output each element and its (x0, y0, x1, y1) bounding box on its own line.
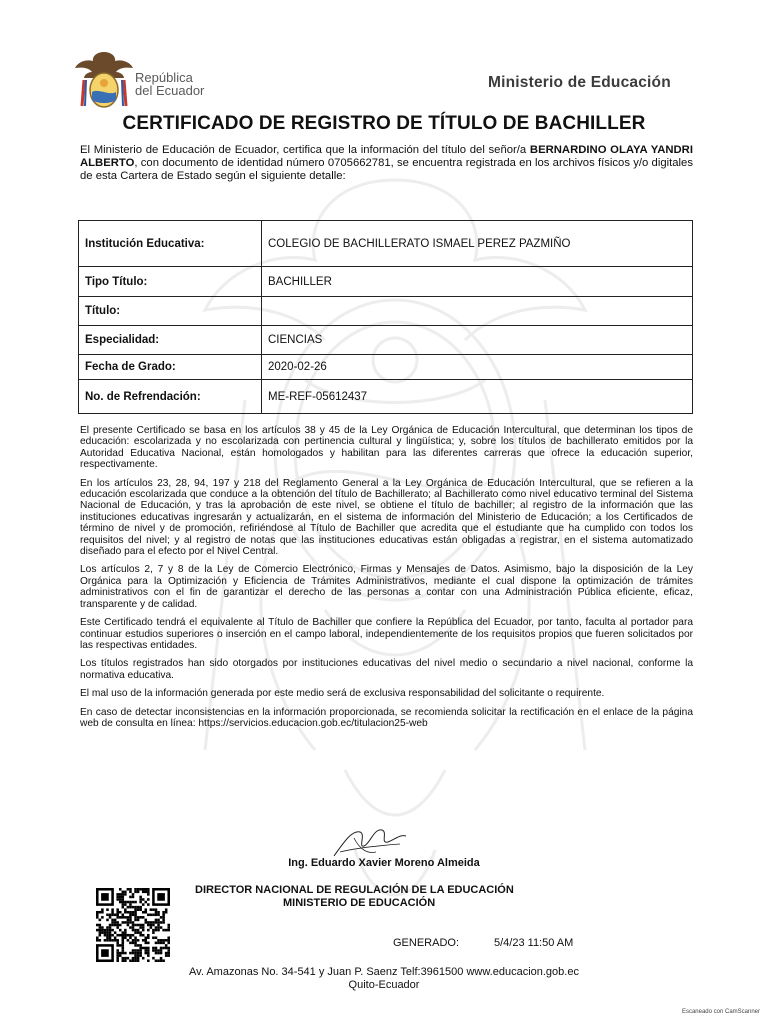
legal-paragraph: Este Certificado tendrá el equivalente al Título de Bachiller que confiere la República del Ecuador, por tanto, faculta al portador para continuar estudios superiores o inserción en el campo laboral, independientemente de los requisitos propios que fueren solicitados por las respectivas entidades. (80, 617, 693, 651)
detail-label: Institución Educativa: (79, 221, 262, 267)
legal-paragraph: En caso de detectar inconsistencias en la información proporcionada, se recomienda solicitar la rectificación en el enlace de la página web de consulta en línea: https://servicios.educacion.gob.ec/titulacion25-web (80, 706, 693, 729)
signer-institution: MINISTERIO DE EDUCACIÓN (283, 897, 436, 909)
intro-text-2: , con documento de identidad número (134, 157, 328, 169)
table-row (79, 297, 693, 326)
detail-label: Título: (79, 297, 262, 326)
table-row (79, 380, 693, 414)
detail-label: Fecha de Grado: (79, 355, 262, 380)
table-row (79, 326, 693, 355)
table-row (79, 355, 693, 380)
ecuador-coat-of-arms-logo (74, 48, 134, 110)
generated-label: GENERADO: (393, 937, 460, 949)
qr-code (96, 888, 170, 962)
intro-text-3: , se encuentra registrada en los archivos físicos y/o digitales de esta Cartera de Estado según el siguiente detalle: (80, 157, 693, 182)
detail-value: CIENCIAS (262, 326, 693, 355)
brand-line-1: República (135, 70, 193, 85)
ministry-name: Ministerio de Educación (488, 74, 671, 91)
id-number: 0705662781 (327, 157, 391, 169)
legal-paragraph: Los artículos 2, 7 y 8 de la Ley de Comercio Electrónico, Firmas y Mensajes de Datos. Asimismo, bajo la disposición de la Ley Orgánica para la Optimización y Eficiencia de Trámites Administrativos, mediante el cual dispone la optimización de trámites administrativos con el fin de garantizar el derecho de las personas a contar con una Administración Pública eficiente, eficaz, transparente y de calidad. (80, 564, 693, 610)
signer-name: Ing. Eduardo Xavier Moreno Almeida (288, 857, 480, 869)
detail-label: Tipo Título: (79, 267, 262, 297)
detail-label: Especialidad: (79, 326, 262, 355)
legal-paragraph: Los títulos registrados han sido otorgados por instituciones educativas del nivel medio o secundario a nivel nacional, conforme la normativa educativa. (80, 658, 693, 681)
detail-value: COLEGIO DE BACHILLERATO ISMAEL PEREZ PAZMIÑO (262, 221, 693, 267)
legal-paragraphs (80, 425, 693, 736)
scanner-watermark: Escaneado con CamScanner (681, 1009, 760, 1015)
table-row (79, 267, 693, 297)
generated-date: 5/4/23 11:50 AM (494, 937, 574, 949)
legal-paragraph: En los artículos 23, 28, 94, 197 y 218 del Reglamento General a la Ley Orgánica de Educación Intercultural, que se refieren a la educación escolarizada que conduce a la obtención del título de Bachillerato; al Bachillerato como nivel educativo terminal del Sistema Nacional de Educación, y tras la aprobación de este nivel, se obtiene el título de bachiller; al registro de la información que las instituciones educativas ingresarán y actualizarán, en el sistema de información del Ministerio de Educación; a los Certificados de término de nivel y de promoción, refiriéndose al Título de Bachiller que acredita que el estudiante que ha cumplido con todos los requisitos del nivel; y al registro de notas que las instituciones educativas están obligadas a registrar, en el sistema automatizado diseñado para el efecto por el Nivel Central. (80, 477, 693, 558)
intro-paragraph (80, 144, 693, 183)
detail-value: 2020-02-26 (262, 355, 693, 380)
detail-value: ME-REF-05612437 (262, 380, 693, 414)
table-row (79, 221, 693, 267)
detail-label: No. de Refrendación: (79, 380, 262, 414)
document-title: CERTIFICADO DE REGISTRO DE TÍTULO DE BACHILLER (122, 113, 646, 134)
signer-role: DIRECTOR NACIONAL DE REGULACIÓN DE LA EDUCACIÓN (195, 884, 514, 896)
title-details-table (78, 220, 693, 414)
person-name: BERNARDINO OLAYA YANDRI ALBERTO (80, 144, 693, 169)
brand-line-2: del Ecuador (135, 83, 205, 98)
detail-value: BACHILLER (262, 267, 693, 297)
brand-name (135, 71, 204, 97)
legal-paragraph: El mal uso de la información generada por este medio será de exclusiva responsabilidad del solicitante o requirente. (80, 688, 605, 700)
address-line-2: Quito-Ecuador (348, 979, 420, 991)
detail-value (262, 297, 693, 326)
legal-paragraph: El presente Certificado se basa en los artículos 38 y 45 de la Ley Orgánica de Educación Intercultural, que determinan los tipos de educación: escolarizada y no escolarizada con pertinencia cultural y lingüística; y, sobre los títulos de bachillerato emitidos por la Autoridad Educativa Nacional, están homologados y habilitan para las diferentes carreras que ofrece la educación superior, respectivamente. (80, 425, 693, 471)
intro-text-1: El Ministerio de Educación de Ecuador, certifica que la información del título del señor/a (80, 144, 530, 156)
handwritten-signature (330, 822, 410, 862)
address-line-1: Av. Amazonas No. 34-541 y Juan P. Saenz Telf:3961500 www.educacion.gob.ec (189, 966, 579, 978)
